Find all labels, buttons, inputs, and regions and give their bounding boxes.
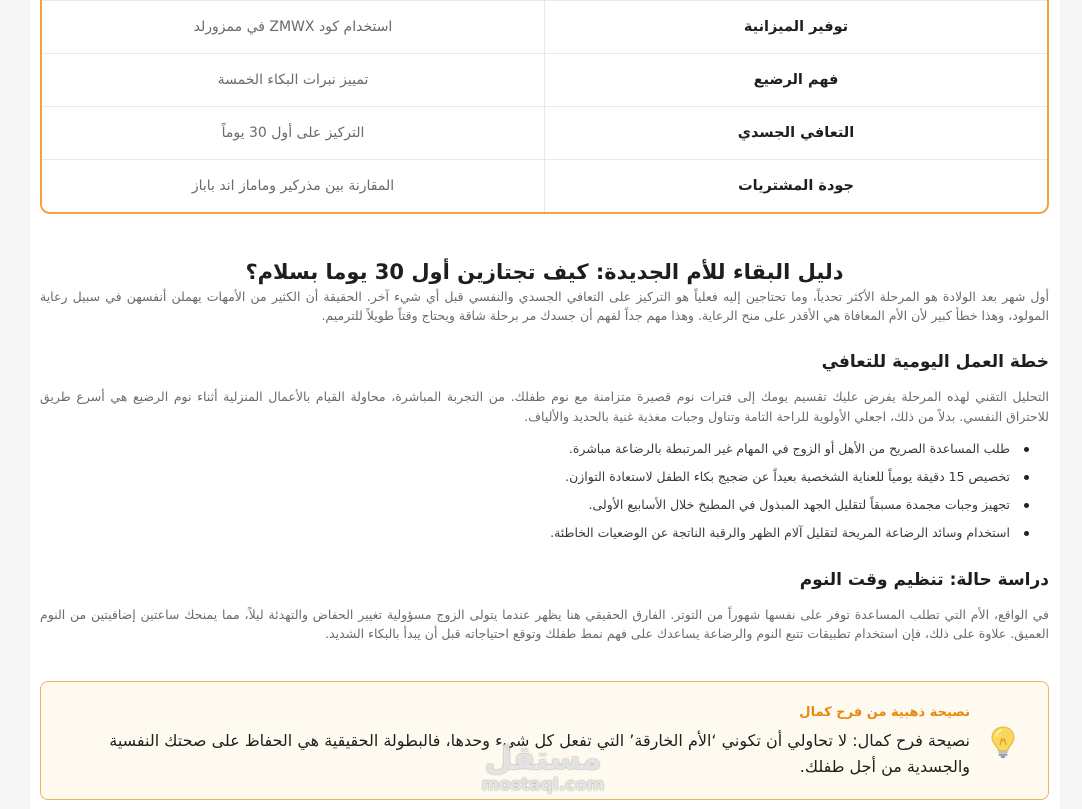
- bullet-icon: [1024, 475, 1029, 480]
- row-label: التعافي الجسدي: [544, 107, 1047, 159]
- bullet-icon: [1024, 531, 1029, 536]
- row-value: استخدام كود ZMWX في ممزورلد: [193, 19, 393, 35]
- table-row: [42, 53, 1047, 106]
- list-item-text: استخدام وسائد الرضاعة المريحة لتقليل آلام الظهر والرقبة الناتجة عن الوضعيات الخاطئة.: [550, 525, 1010, 540]
- row-label: توفير الميزانية: [544, 1, 1047, 53]
- row-value: المقارنة بين مذركير وماماز اند باباز: [191, 178, 395, 194]
- table-row: [42, 106, 1047, 159]
- list-item-text: تخصيص 15 دقيقة يومياً للعناية الشخصية بعيداً عن ضجيج بكاء الطفل لاستعادة التوازن.: [565, 469, 1010, 484]
- row-value: التركيز على أول 30 يوماً: [221, 125, 365, 141]
- row-label: فهم الرضيع: [544, 54, 1047, 106]
- list-item: [40, 519, 1049, 547]
- intro-paragraph: أول شهر بعد الولادة هو المرحلة الأكثر تحدياً، وما تحتاجين إليه فعلياً هو التركيز على التعافي الجسدي والنفسي قبل أي شيء آخر. الحقيقة أن الكثير من الأمهات يهملن أنفسهن في سبيل رعاية المولود، وهذا خطأ كبير لأن الأم المعافاة هي الأقدر على منح الرعاية. وهذا مهم جداً لفهم أن جسدك مر برحلة شاقة ويحتاج وقتاً طويلاً للترميم.: [40, 289, 1049, 323]
- table-row: [42, 159, 1047, 212]
- bullet-icon: [1024, 503, 1029, 508]
- tip-label: نصيحة ذهبية من فرح كمال: [799, 705, 970, 720]
- row-value: تمييز نبرات البكاء الخمسة: [217, 72, 369, 88]
- watermark-logo: مستقل: [484, 739, 602, 777]
- content-card: [30, 0, 1060, 809]
- tip-box: [40, 681, 1049, 800]
- list-item-text: تجهيز وجبات مجمدة مسبقاً لتقليل الجهد المبذول في المطبخ خلال الأسابيع الأولى.: [588, 497, 1010, 512]
- row-label: جودة المشتريات: [544, 160, 1047, 212]
- bullet-icon: [1024, 447, 1029, 452]
- list-item: [40, 491, 1049, 519]
- list-item: [40, 463, 1049, 491]
- tip-text: نصيحة فرح كمال: لا تحاولي أن تكوني ‘الأم الخارقة’ التي تفعل كل شيء وحدها، فالبطولة الحقيقية هي الحفاظ على صحتك النفسية والجسدية من أجل طفلك.: [109, 731, 970, 776]
- lightbulb-icon: [990, 725, 1016, 759]
- section-heading-case-study: دراسة حالة: تنظيم وقت النوم: [799, 570, 1049, 590]
- recovery-tips-list: [40, 435, 1049, 547]
- case-study-paragraph: في الواقع، الأم التي تطلب المساعدة توفر على نفسها شهوراً من التوتر. الفارق الحقيقي هنا يظهر عندما يتولى الزوج مسؤولية تغيير الحفاض والتهدئة ليلاً، مما يمنحك ساعتين إضافيتين من النوم العميق. علاوة على ذلك، فإن استخدام تطبيقات تتبع النوم والرضاعة يساعدك على فهم نمط طفلك وتوقع احتياجاته قبل أن يبدأ بالبكاء الشديد.: [40, 607, 1049, 641]
- lightbulb-icon-graphic: [990, 725, 1016, 759]
- list-item-text: طلب المساعدة الصريح من الأهل أو الزوج في المهام غير المرتبطة بالرضاعة مباشرة.: [568, 441, 1010, 456]
- watermark-domain: mostaql.com: [481, 775, 605, 795]
- section-heading-recovery-plan: خطة العمل اليومية للتعافي: [821, 352, 1049, 372]
- list-item: [40, 435, 1049, 463]
- recovery-plan-paragraph: التحليل التقني لهذه المرحلة يفرض عليك تقسيم يومك إلى فترات نوم قصيرة متزامنة مع نوم طفلك. من التجربة المباشرة، محاولة القيام بالأعمال المنزلية أثناء نوم الرضيع هي أسرع طريق للاحتراق النفسي. بدلاً من ذلك، اجعلي الأولوية للراحة التامة وتناول وجبات مغذية غنية بالحديد والألياف.: [40, 389, 1049, 424]
- article: [40, 258, 1049, 673]
- table-row: [42, 0, 1047, 53]
- article-title: دليل البقاء للأم الجديدة: كيف تجتازين أول 30 يوما بسلام؟: [245, 260, 844, 284]
- comparison-table: [40, 0, 1049, 214]
